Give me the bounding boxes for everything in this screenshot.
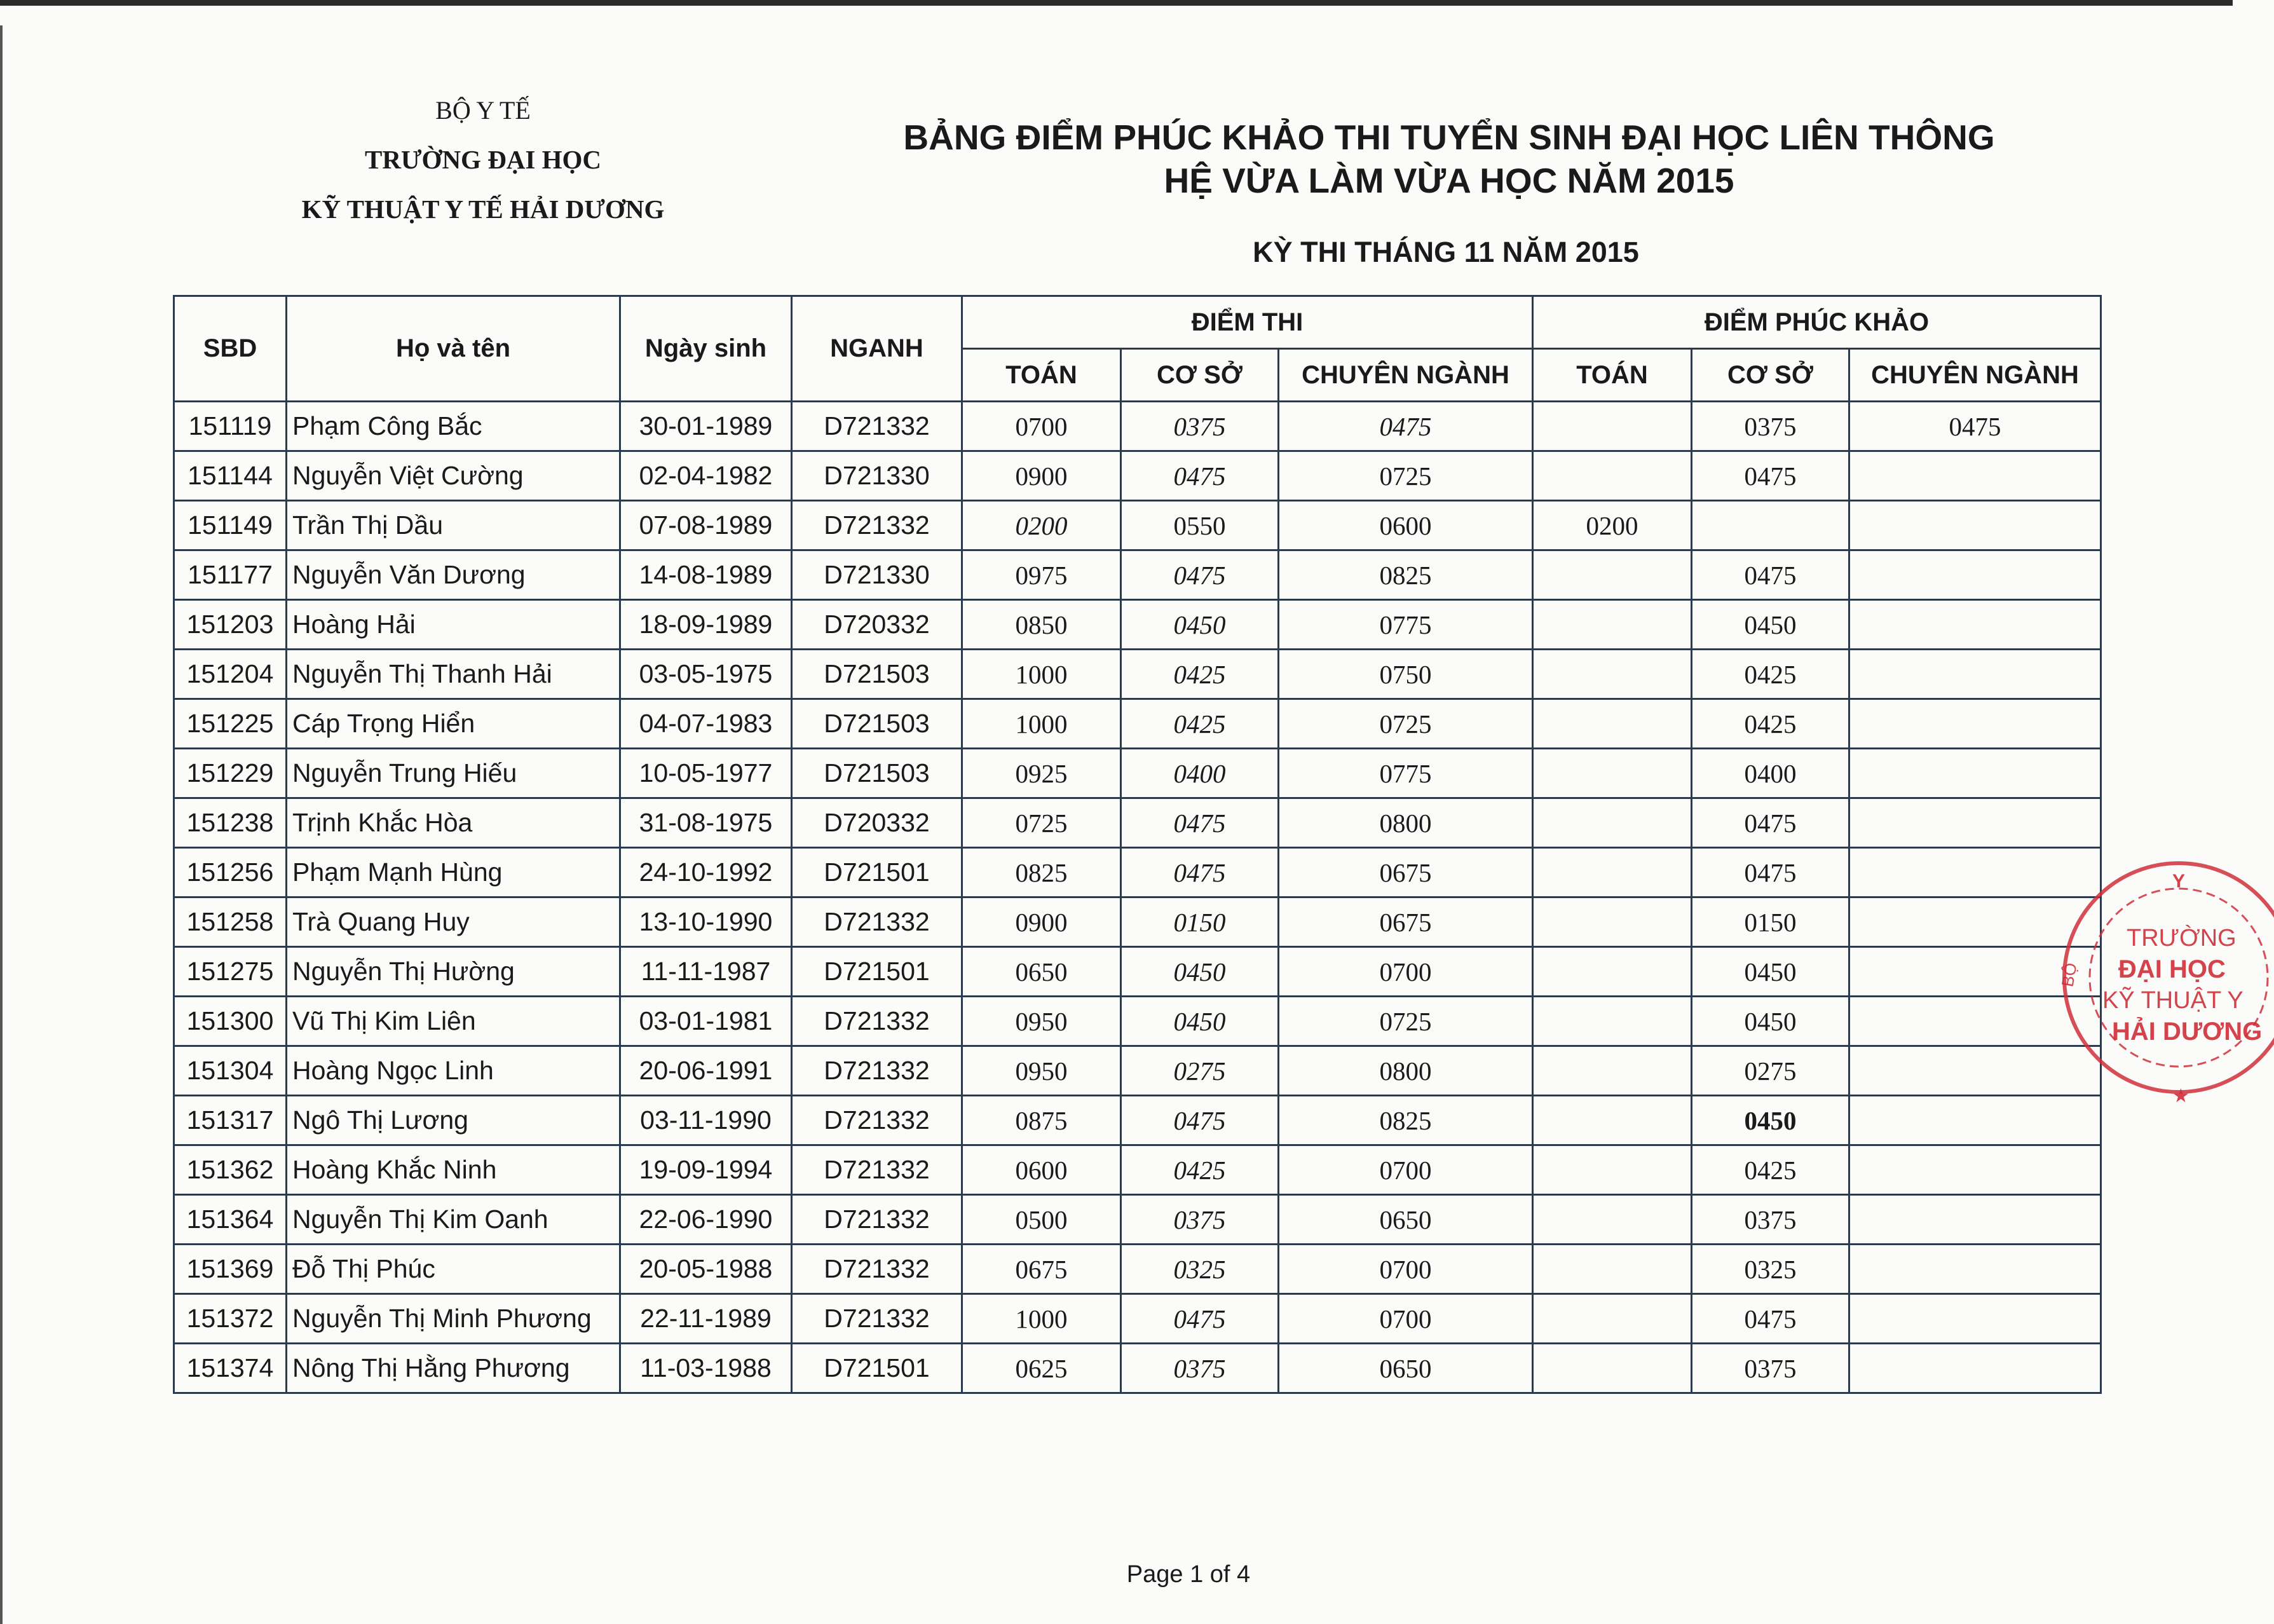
cell-name: Nông Thị Hằng Phương [287, 1344, 620, 1393]
cell-sbd: 151177 [174, 550, 287, 600]
cell-dob: 22-06-1990 [620, 1195, 792, 1245]
cell-chuyen-nganh: 0725 [1279, 699, 1533, 749]
table-row [174, 749, 2101, 798]
cell-chuyen-nganh: 0725 [1279, 997, 1533, 1046]
cell-name: Hoàng Hải [287, 600, 620, 650]
cell-name: Phạm Công Bắc [287, 402, 620, 451]
header-exam-coso: CƠ SỞ [1121, 349, 1279, 402]
cell-toan: 0500 [962, 1195, 1121, 1245]
cell-coso: 0450 [1121, 600, 1279, 650]
cell-coso: 0475 [1121, 550, 1279, 600]
cell-major: D720332 [792, 798, 962, 848]
cell-toan: 1000 [962, 1294, 1121, 1344]
header-name: Họ và tên [287, 296, 620, 402]
cell-sbd: 151256 [174, 848, 287, 897]
cell-chuyen-nganh: 0825 [1279, 1096, 1533, 1145]
cell-dob: 10-05-1977 [620, 749, 792, 798]
cell-coso: 0450 [1121, 947, 1279, 997]
cell-review-toan [1533, 451, 1692, 501]
cell-review-chuyen-nganh [1849, 550, 2101, 600]
cell-coso: 0425 [1121, 699, 1279, 749]
table-row [174, 600, 2101, 650]
cell-major: D721501 [792, 947, 962, 997]
cell-coso: 0475 [1121, 798, 1279, 848]
table-row [174, 947, 2101, 997]
cell-dob: 13-10-1990 [620, 897, 792, 947]
cell-dob: 20-05-1988 [620, 1245, 792, 1294]
table-row [174, 1245, 2101, 1294]
cell-review-chuyen-nganh [1849, 749, 2101, 798]
cell-sbd: 151225 [174, 699, 287, 749]
table-row [174, 897, 2101, 947]
seal-line2: ĐẠI HỌC [2118, 955, 2226, 983]
cell-review-coso: 0425 [1692, 699, 1849, 749]
cell-chuyen-nganh: 0700 [1279, 1245, 1533, 1294]
cell-name: Nguyễn Thị Minh Phương [287, 1294, 620, 1344]
cell-toan: 0650 [962, 947, 1121, 997]
header-exam-chuyen-nganh: CHUYÊN NGÀNH [1279, 349, 1533, 402]
cell-dob: 20-06-1991 [620, 1046, 792, 1096]
cell-sbd: 151374 [174, 1344, 287, 1393]
table-row [174, 997, 2101, 1046]
cell-coso: 0475 [1121, 1096, 1279, 1145]
cell-major: D721330 [792, 550, 962, 600]
cell-coso: 0325 [1121, 1245, 1279, 1294]
cell-toan: 0725 [962, 798, 1121, 848]
cell-review-coso: 0400 [1692, 749, 1849, 798]
cell-review-coso: 0475 [1692, 848, 1849, 897]
cell-review-coso: 0375 [1692, 402, 1849, 451]
table-row [174, 650, 2101, 699]
table-row [174, 1344, 2101, 1393]
cell-review-coso: 0425 [1692, 650, 1849, 699]
cell-chuyen-nganh: 0725 [1279, 451, 1533, 501]
cell-review-coso: 0450 [1692, 600, 1849, 650]
table-row [174, 848, 2101, 897]
cell-dob: 18-09-1989 [620, 600, 792, 650]
cell-major: D721501 [792, 1344, 962, 1393]
cell-coso: 0425 [1121, 1145, 1279, 1195]
cell-toan: 0200 [962, 501, 1121, 550]
cell-toan: 0975 [962, 550, 1121, 600]
cell-review-toan [1533, 997, 1692, 1046]
cell-review-coso: 0450 [1692, 1096, 1849, 1145]
cell-dob: 03-11-1990 [620, 1096, 792, 1145]
table-row [174, 1195, 2101, 1245]
title-line1: BẢNG ĐIỂM PHÚC KHẢO THI TUYỂN SINH ĐẠI HỌC LIÊN THÔNG [903, 118, 1995, 157]
cell-coso: 0550 [1121, 501, 1279, 550]
score-table-body [174, 402, 2101, 1393]
cell-review-toan [1533, 1046, 1692, 1096]
cell-review-toan [1533, 699, 1692, 749]
cell-review-coso: 0475 [1692, 550, 1849, 600]
cell-dob: 11-03-1988 [620, 1344, 792, 1393]
cell-chuyen-nganh: 0700 [1279, 1145, 1533, 1195]
cell-chuyen-nganh: 0675 [1279, 848, 1533, 897]
cell-sbd: 151372 [174, 1294, 287, 1344]
seal-line3: KỸ THUẬT Y [2102, 987, 2243, 1014]
cell-name: Phạm Mạnh Hùng [287, 848, 620, 897]
cell-name: Cáp Trọng Hiển [287, 699, 620, 749]
cell-review-toan [1533, 1096, 1692, 1145]
cell-dob: 31-08-1975 [620, 798, 792, 848]
cell-review-coso: 0375 [1692, 1195, 1849, 1245]
cell-toan: 0850 [962, 600, 1121, 650]
cell-sbd: 151238 [174, 798, 287, 848]
cell-review-toan [1533, 402, 1692, 451]
header-major: NGANH [792, 296, 962, 402]
cell-toan: 0600 [962, 1145, 1121, 1195]
header-review-coso: CƠ SỞ [1692, 349, 1849, 402]
cell-coso: 0375 [1121, 1195, 1279, 1245]
scan-left-edge [0, 25, 3, 1624]
table-row [174, 1294, 2101, 1344]
page-number: Page 1 of 4 [1126, 1561, 1251, 1588]
cell-toan: 0625 [962, 1344, 1121, 1393]
cell-review-toan [1533, 1245, 1692, 1294]
cell-major: D721332 [792, 997, 962, 1046]
cell-review-chuyen-nganh [1849, 1145, 2101, 1195]
cell-chuyen-nganh: 0700 [1279, 1294, 1533, 1344]
cell-dob: 14-08-1989 [620, 550, 792, 600]
cell-dob: 30-01-1989 [620, 402, 792, 451]
cell-chuyen-nganh: 0825 [1279, 550, 1533, 600]
cell-dob: 19-09-1994 [620, 1145, 792, 1195]
cell-review-chuyen-nganh [1849, 650, 2101, 699]
cell-coso: 0475 [1121, 1294, 1279, 1344]
cell-name: Trịnh Khắc Hòa [287, 798, 620, 848]
cell-review-chuyen-nganh [1849, 1344, 2101, 1393]
cell-chuyen-nganh: 0700 [1279, 947, 1533, 997]
cell-major: D721332 [792, 1145, 962, 1195]
exam-session: KỲ THI THÁNG 11 NĂM 2015 [1253, 236, 1639, 268]
organization-header [229, 95, 737, 224]
cell-chuyen-nganh: 0775 [1279, 600, 1533, 650]
cell-review-toan [1533, 1145, 1692, 1195]
cell-toan: 0950 [962, 997, 1121, 1046]
table-row [174, 699, 2101, 749]
cell-sbd: 151362 [174, 1145, 287, 1195]
cell-sbd: 151275 [174, 947, 287, 997]
cell-review-coso: 0275 [1692, 1046, 1849, 1096]
cell-review-toan [1533, 600, 1692, 650]
cell-major: D721332 [792, 1245, 962, 1294]
cell-toan: 0825 [962, 848, 1121, 897]
cell-chuyen-nganh: 0600 [1279, 501, 1533, 550]
cell-review-coso: 0425 [1692, 1145, 1849, 1195]
official-seal [2045, 857, 2274, 1124]
cell-major: D721501 [792, 848, 962, 897]
seal-top-letter: Y [2172, 871, 2186, 892]
table-row [174, 550, 2101, 600]
cell-sbd: 151364 [174, 1195, 287, 1245]
cell-review-toan [1533, 1294, 1692, 1344]
cell-review-chuyen-nganh [1849, 699, 2101, 749]
cell-review-toan [1533, 550, 1692, 600]
cell-review-coso: 0475 [1692, 451, 1849, 501]
cell-review-chuyen-nganh [1849, 1195, 2101, 1245]
cell-review-chuyen-nganh [1849, 1245, 2101, 1294]
table-row [174, 1145, 2101, 1195]
cell-major: D721503 [792, 749, 962, 798]
cell-name: Nguyễn Trung Hiếu [287, 749, 620, 798]
header-sbd: SBD [174, 296, 287, 402]
school-name-line1: TRƯỜNG ĐẠI HỌC [364, 145, 602, 174]
cell-sbd: 151300 [174, 997, 287, 1046]
header-exam-toan: TOÁN [962, 349, 1121, 402]
cell-toan: 1000 [962, 650, 1121, 699]
cell-major: D721332 [792, 1294, 962, 1344]
cell-dob: 22-11-1989 [620, 1294, 792, 1344]
cell-dob: 24-10-1992 [620, 848, 792, 897]
cell-chuyen-nganh: 0775 [1279, 749, 1533, 798]
cell-review-chuyen-nganh [1849, 600, 2101, 650]
cell-name: Hoàng Ngọc Linh [287, 1046, 620, 1096]
cell-sbd: 151203 [174, 600, 287, 650]
cell-sbd: 151317 [174, 1096, 287, 1145]
header-exam-scores: ĐIỂM THI [962, 296, 1533, 349]
cell-major: D721332 [792, 402, 962, 451]
cell-review-coso [1692, 501, 1849, 550]
cell-coso: 0450 [1121, 997, 1279, 1046]
cell-major: D721332 [792, 1046, 962, 1096]
cell-coso: 0475 [1121, 451, 1279, 501]
table-row [174, 402, 2101, 451]
cell-sbd: 151204 [174, 650, 287, 699]
cell-sbd: 151149 [174, 501, 287, 550]
cell-dob: 04-07-1983 [620, 699, 792, 749]
cell-review-toan [1533, 1344, 1692, 1393]
cell-name: Trà Quang Huy [287, 897, 620, 947]
cell-sbd: 151144 [174, 451, 287, 501]
ministry-name: BỘ Y TẾ [435, 96, 531, 125]
seal-star-icon: ★ [2172, 1086, 2189, 1107]
title-line2: HỆ VỪA LÀM VỪA HỌC NĂM 2015 [1164, 161, 1734, 200]
cell-coso: 0375 [1121, 1344, 1279, 1393]
cell-chuyen-nganh: 0675 [1279, 897, 1533, 947]
cell-sbd: 151119 [174, 402, 287, 451]
cell-chuyen-nganh: 0750 [1279, 650, 1533, 699]
cell-coso: 0275 [1121, 1046, 1279, 1096]
cell-chuyen-nganh: 0800 [1279, 1046, 1533, 1096]
school-name-line2: KỸ THUẬT Y TẾ HẢI DƯƠNG [301, 194, 665, 224]
cell-review-chuyen-nganh: 0475 [1849, 402, 2101, 451]
seal-line4: HẢI DƯƠNG [2112, 1018, 2263, 1046]
header-dob: Ngày sinh [620, 296, 792, 402]
cell-review-coso: 0375 [1692, 1344, 1849, 1393]
cell-sbd: 151258 [174, 897, 287, 947]
cell-name: Nguyễn Thị Thanh Hải [287, 650, 620, 699]
table-row [174, 501, 2101, 550]
cell-major: D721330 [792, 451, 962, 501]
cell-sbd: 151304 [174, 1046, 287, 1096]
seal-left-text: BỘ [2057, 961, 2081, 988]
cell-review-coso: 0475 [1692, 1294, 1849, 1344]
cell-review-coso: 0150 [1692, 897, 1849, 947]
cell-review-toan [1533, 947, 1692, 997]
cell-coso: 0475 [1121, 848, 1279, 897]
cell-dob: 07-08-1989 [620, 501, 792, 550]
cell-name: Trần Thị Dầu [287, 501, 620, 550]
table-row [174, 451, 2101, 501]
cell-review-toan [1533, 848, 1692, 897]
cell-major: D721332 [792, 897, 962, 947]
cell-major: D720332 [792, 600, 962, 650]
cell-toan: 0900 [962, 897, 1121, 947]
cell-major: D721503 [792, 650, 962, 699]
header-review-scores: ĐIỂM PHÚC KHẢO [1533, 296, 2101, 349]
cell-coso: 0150 [1121, 897, 1279, 947]
cell-coso: 0375 [1121, 402, 1279, 451]
cell-review-chuyen-nganh [1849, 501, 2101, 550]
header-review-toan: TOÁN [1533, 349, 1692, 402]
cell-review-toan: 0200 [1533, 501, 1692, 550]
cell-review-coso: 0450 [1692, 997, 1849, 1046]
cell-dob: 03-01-1981 [620, 997, 792, 1046]
table-row [174, 1096, 2101, 1145]
document-title [814, 116, 2085, 202]
cell-toan: 0925 [962, 749, 1121, 798]
cell-review-toan [1533, 650, 1692, 699]
cell-review-coso: 0475 [1692, 798, 1849, 848]
cell-coso: 0425 [1121, 650, 1279, 699]
cell-review-toan [1533, 1195, 1692, 1245]
cell-review-toan [1533, 897, 1692, 947]
cell-major: D721332 [792, 1096, 962, 1145]
cell-toan: 0900 [962, 451, 1121, 501]
cell-name: Nguyễn Văn Dương [287, 550, 620, 600]
cell-review-chuyen-nganh [1849, 798, 2101, 848]
cell-review-toan [1533, 749, 1692, 798]
table-row [174, 1046, 2101, 1096]
cell-chuyen-nganh: 0650 [1279, 1344, 1533, 1393]
seal-line1: TRƯỜNG [2127, 925, 2237, 952]
cell-review-coso: 0325 [1692, 1245, 1849, 1294]
cell-name: Vũ Thị Kim Liên [287, 997, 620, 1046]
cell-dob: 03-05-1975 [620, 650, 792, 699]
score-table [173, 295, 2102, 1394]
cell-toan: 0675 [962, 1245, 1121, 1294]
cell-dob: 02-04-1982 [620, 451, 792, 501]
header-review-chuyen-nganh: CHUYÊN NGÀNH [1849, 349, 2101, 402]
table-row [174, 798, 2101, 848]
cell-sbd: 151229 [174, 749, 287, 798]
cell-chuyen-nganh: 0800 [1279, 798, 1533, 848]
cell-toan: 0700 [962, 402, 1121, 451]
cell-coso: 0400 [1121, 749, 1279, 798]
cell-major: D721332 [792, 501, 962, 550]
cell-name: Nguyễn Thị Kim Oanh [287, 1195, 620, 1245]
cell-major: D721503 [792, 699, 962, 749]
cell-toan: 1000 [962, 699, 1121, 749]
cell-major: D721332 [792, 1195, 962, 1245]
cell-chuyen-nganh: 0475 [1279, 402, 1533, 451]
scan-top-edge [0, 0, 2233, 6]
cell-review-toan [1533, 798, 1692, 848]
cell-review-chuyen-nganh [1849, 451, 2101, 501]
cell-toan: 0875 [962, 1096, 1121, 1145]
cell-review-coso: 0450 [1692, 947, 1849, 997]
cell-dob: 11-11-1987 [620, 947, 792, 997]
cell-chuyen-nganh: 0650 [1279, 1195, 1533, 1245]
cell-review-chuyen-nganh [1849, 1294, 2101, 1344]
cell-name: Đỗ Thị Phúc [287, 1245, 620, 1294]
cell-sbd: 151369 [174, 1245, 287, 1294]
cell-name: Ngô Thị Lương [287, 1096, 620, 1145]
cell-toan: 0950 [962, 1046, 1121, 1096]
cell-name: Nguyễn Việt Cường [287, 451, 620, 501]
cell-name: Hoàng Khắc Ninh [287, 1145, 620, 1195]
cell-name: Nguyễn Thị Hường [287, 947, 620, 997]
